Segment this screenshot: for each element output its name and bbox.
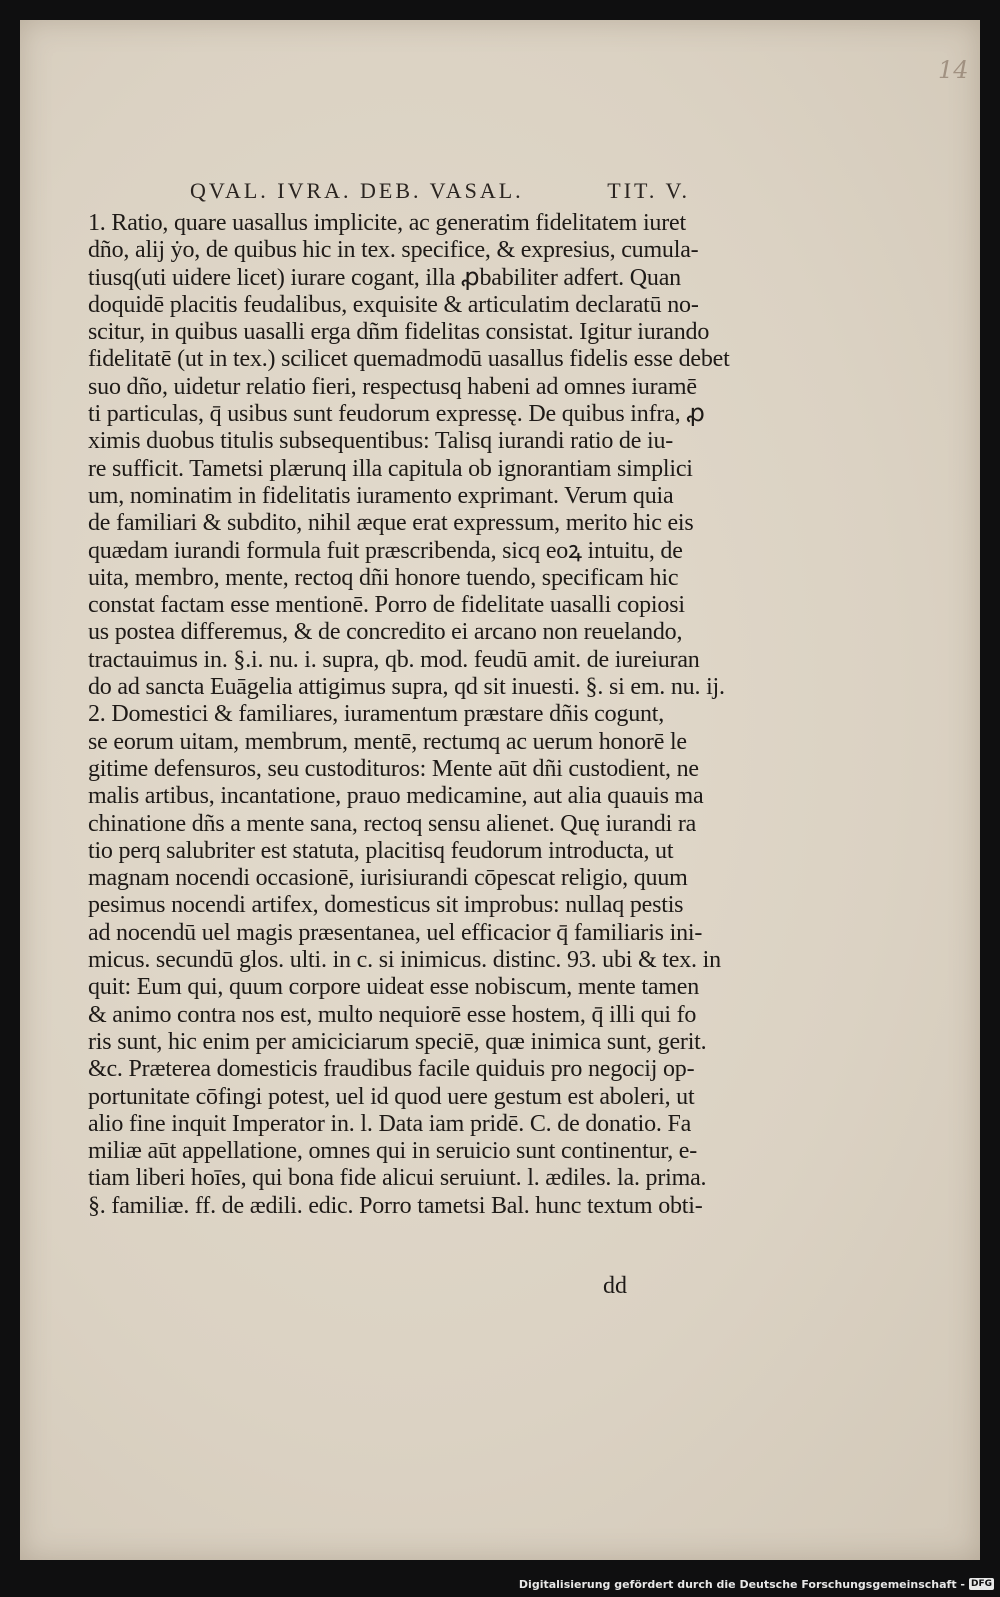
text-line: magnam nocendi occasionē, iurisiurandi cōpescat religio, quum	[88, 865, 688, 892]
running-head	[190, 178, 690, 204]
text-line: ximis duobus titulis subsequentibus: Talisq iurandi ratio de iu-	[88, 428, 674, 455]
text-line: & animo contra nos est, multo nequiorē esse hostem, q̄ illi qui fo	[88, 1001, 697, 1028]
funding-credit: Digitalisierung gefördert durch die Deutsche Forschungsgemeinschaft -	[518, 1577, 965, 1591]
text-line: constat factam esse mentionē. Porro de fidelitate uasalli copiosi	[88, 592, 685, 619]
text-line: quit: Eum qui, quum corpore uideat esse nobiscum, mente tamen	[88, 974, 699, 1001]
text-line: gitime defensuros, seu custodituros: Mente aūt dñi custodient, ne	[88, 755, 699, 782]
dfg-logo: DFG	[970, 1579, 992, 1589]
text-line: alio fine inquit Imperator in. l. Data iam pridē. C. de donatio. Fa	[88, 1110, 692, 1137]
running-head-title-number: TIT. V.	[607, 178, 690, 203]
text-line: tractauimus in. §.i. nu. i. supra, qb. mod. feudū amit. de iureiuran	[88, 646, 700, 673]
text-line: ad nocendū uel magis præsentanea, uel efficacior q̄ familiaris ini-	[88, 919, 703, 946]
text-line: malis artibus, incantatione, prauo medicamine, aut alia quauis ma	[88, 783, 704, 810]
text-line: re sufficit. Tametsi plærunq illa capitula ob ignorantiam simplici	[88, 455, 693, 482]
text-line: pesimus nocendi artifex, domesticus sit improbus: nullaq pestis	[88, 892, 684, 919]
running-head-title: QVAL. IVRA. DEB. VASAL.	[190, 178, 524, 203]
text-line: miliæ aūt appellatione, omnes qui in seruicio sunt continentur, e-	[88, 1138, 698, 1165]
text-line: tiam liberi hoīes, qui bona fide alicui seruiunt. l. ædiles. la. prima.	[88, 1165, 707, 1192]
text-line: chinatione dñs a mente sana, rectoq sensu alienet. Quę iurandi ra	[88, 810, 697, 837]
text-line: fidelitatē (ut in tex.) scilicet quemadmodū uasallus fidelis esse debet	[88, 346, 730, 373]
text-line: 2. Domestici & familiares, iuramentum præstare dñis cogunt,	[88, 701, 665, 728]
catchword: dd	[603, 1273, 627, 1299]
text-line: ti particulas, q̄ usibus sunt feudorum expressę. De quibus infra, ꝓ	[88, 401, 705, 428]
text-line: uita, membro, mente, rectoq dñi honore tuendo, specificam hic	[88, 564, 679, 591]
footer-bar	[0, 1571, 1000, 1597]
text-line: suo dño, uidetur relatio fieri, respectusq habeni ad omnes iuramē	[88, 373, 697, 400]
text-line: se eorum uitam, membrum, mentē, rectumq ac uerum honorē le	[88, 728, 687, 755]
text-line: §. familiæ. ff. de ædili. edic. Porro tametsi Bal. hunc textum obti-	[88, 1192, 703, 1219]
text-line: de familiari & subdito, nihil æque erat expressum, merito hic eis	[88, 510, 694, 537]
text-line: doquidē placitis feudalibus, exquisite & articulatim declaratū no-	[88, 291, 699, 318]
text-line: 1. Ratio, quare uasallus implicite, ac generatim fidelitatem iuret	[88, 210, 686, 236]
text-line: um, nominatim in fidelitatis iuramento exprimant. Verum quia	[88, 482, 674, 509]
folio-number: 14	[938, 56, 969, 84]
text-line: tio perq salubriter est statuta, placitisq feudorum introducta, ut	[88, 837, 674, 864]
text-line: tiusq(uti uidere licet) iurare cogant, illa ꝓbabiliter adfert. Quan	[88, 264, 681, 291]
text-line: us postea differemus, & de concredito ei arcano non reuelando,	[88, 619, 683, 646]
text-line: ris sunt, hic enim per amiciciarum speciē, quæ inimica sunt, gerit.	[88, 1028, 707, 1055]
text-line: micus. secundū glos. ulti. in c. si inimicus. distinc. 93. ubi & tex. in	[88, 947, 721, 974]
text-line: quædam iurandi formula fuit præscribenda, sicq eoꝝ intuitu, de	[88, 537, 683, 564]
text-line: do ad sancta Euāgelia attigimus supra, qd sit inuesti. §. si em. nu. ij.	[88, 674, 725, 701]
book-page	[20, 20, 980, 1560]
text-line: scitur, in quibus uasalli erga dñm fidelitas consistat. Igitur iurando	[88, 319, 710, 346]
text-line: &c. Præterea domesticis fraudibus facile quiduis pro negocij op-	[88, 1056, 695, 1083]
text-block	[88, 210, 752, 1220]
text-line: dño, alij ẏo, de quibus hic in tex. specifice, & expresius, cumula-	[88, 237, 699, 264]
text-line: portunitate cōfingi potest, uel id quod uere gestum est aboleri, ut	[88, 1083, 695, 1110]
